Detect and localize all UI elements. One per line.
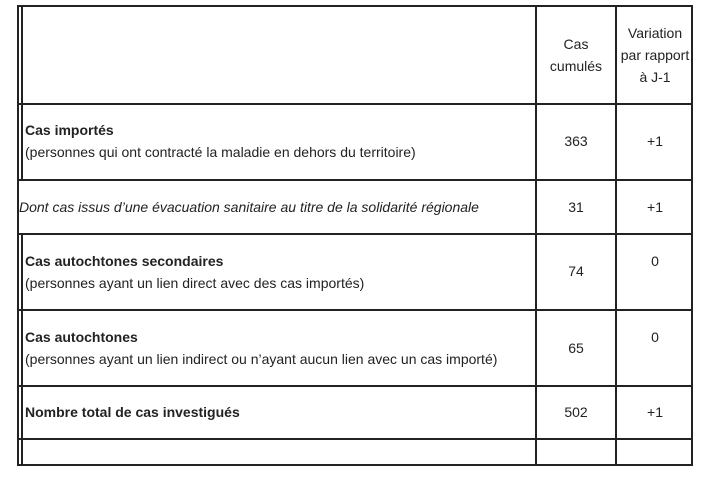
row-variation: 0 — [651, 253, 659, 269]
row-variation: +1 — [647, 199, 663, 215]
row-cumulative: 363 — [564, 133, 588, 149]
row-title: Cas importés — [25, 122, 114, 138]
row-title: Dont cas issus d’une évacuation sanitaire au titre de la solidarité régionale — [19, 199, 479, 215]
table-divider — [17, 179, 693, 181]
table-divider — [17, 438, 693, 440]
row-subtitle: (personnes ayant un lien direct avec des cas importés) — [25, 275, 365, 291]
table-divider — [21, 5, 23, 181]
row-cumulative: 74 — [568, 263, 584, 279]
row-variation: +1 — [647, 404, 663, 420]
table-row — [25, 250, 533, 294]
table-row — [25, 326, 533, 370]
table-divider — [21, 233, 23, 466]
row-variation: +1 — [647, 133, 663, 149]
row-cumulative: 31 — [568, 199, 584, 215]
table-divider — [17, 103, 693, 105]
header-variation: Variation par rapport à J-1 — [620, 25, 690, 85]
header-cumulative: Cas cumulés — [549, 36, 603, 74]
row-cumulative: 502 — [564, 404, 588, 420]
row-title: Cas autochtones — [25, 329, 138, 345]
table-divider — [17, 309, 693, 311]
row-subtitle: (personnes ayant un lien indirect ou n’ayant aucun lien avec un cas importé) — [25, 351, 498, 367]
table-row — [25, 119, 533, 163]
row-title: Nombre total de cas investigués — [25, 404, 240, 420]
row-title: Cas autochtones secondaires — [25, 253, 224, 269]
row-subtitle: (personnes qui ont contracté la maladie en dehors du territoire) — [25, 144, 416, 160]
row-cumulative: 65 — [568, 340, 584, 356]
row-variation: 0 — [651, 329, 659, 345]
table-divider — [17, 233, 693, 235]
table-divider — [17, 385, 693, 387]
